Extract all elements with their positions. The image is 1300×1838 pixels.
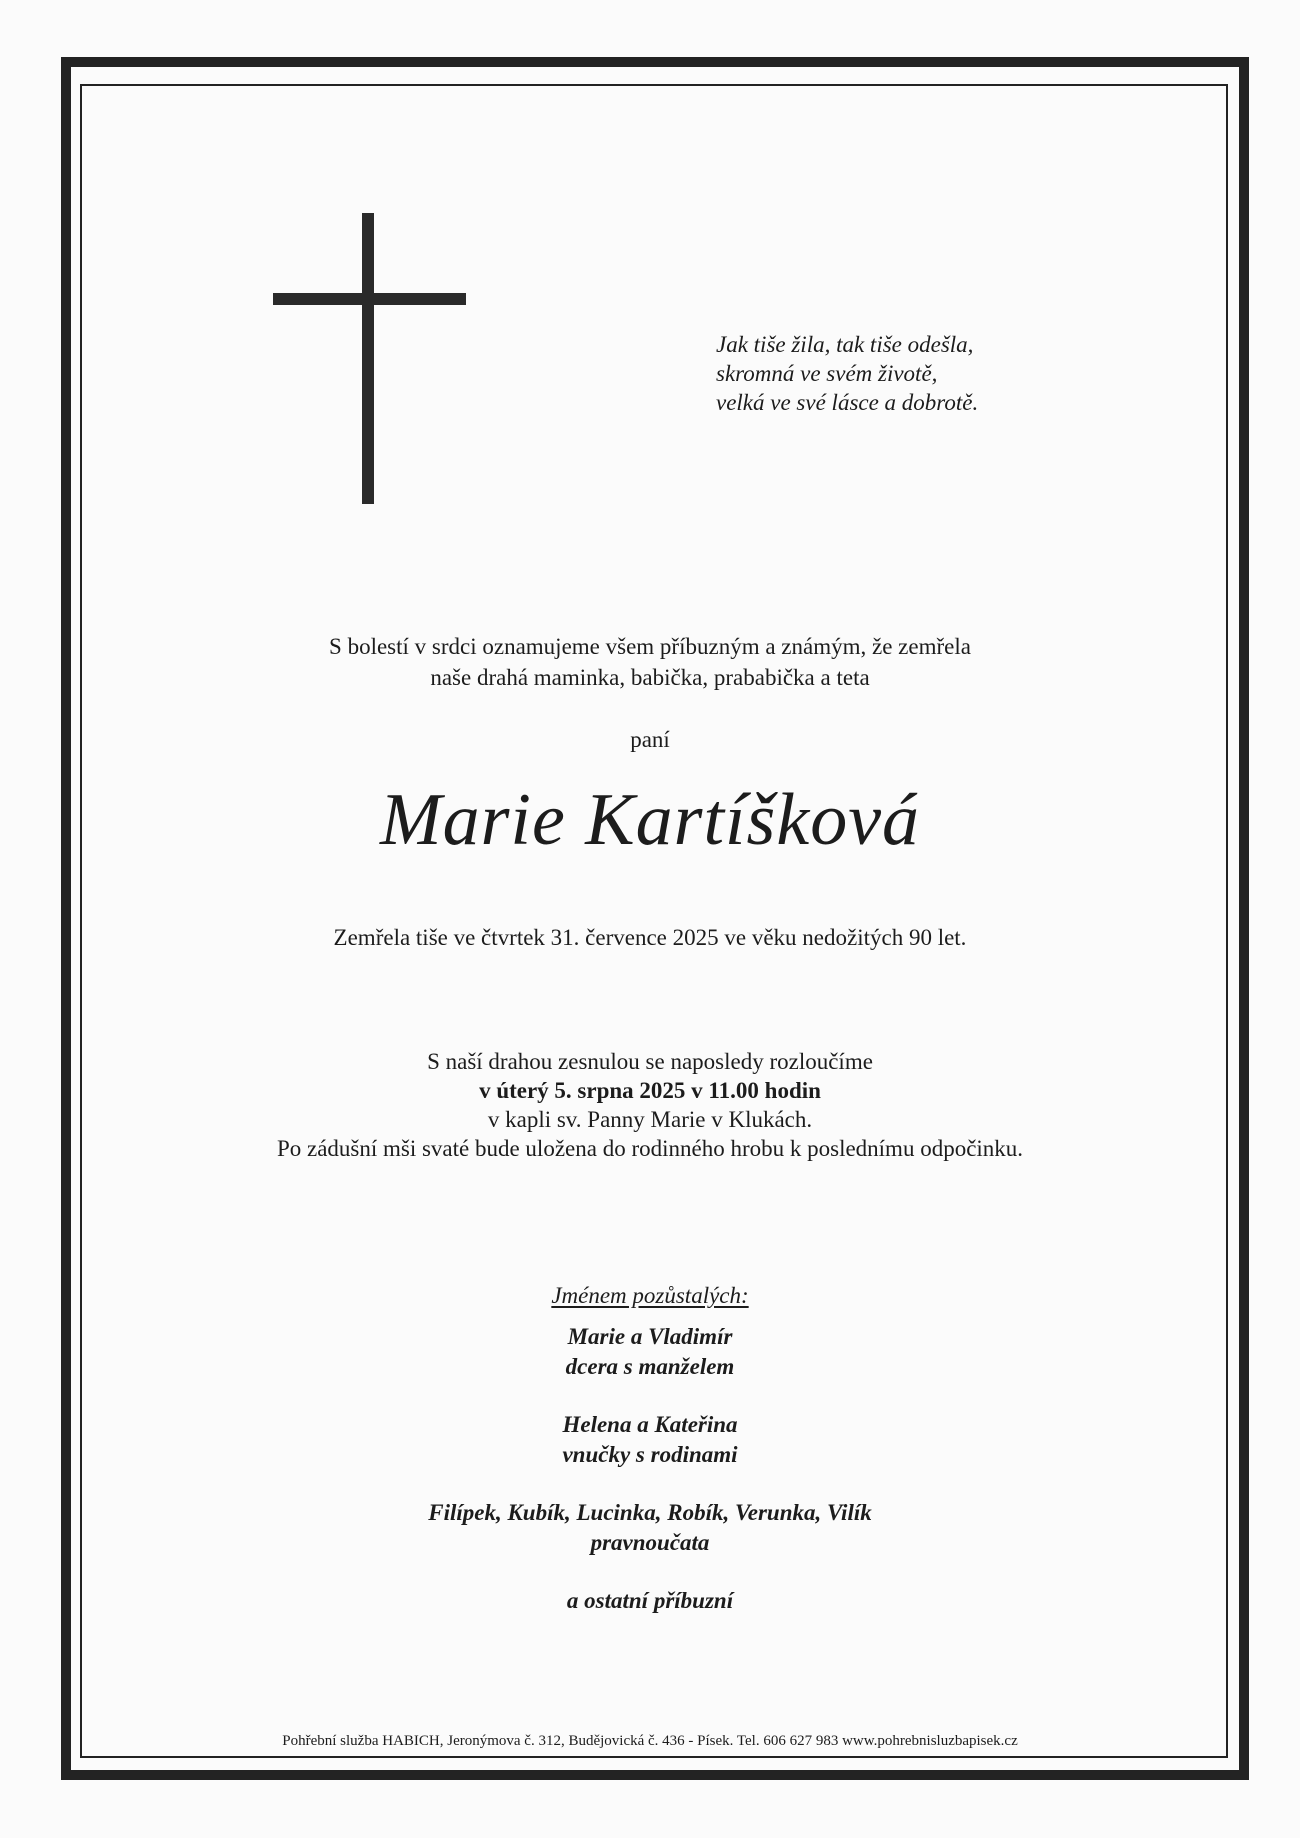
cross-horizontal-bar [273, 293, 466, 305]
mourner-relation: vnučky s rodinami [562, 1442, 738, 1467]
ceremony-place: v kapli sv. Panny Marie v Klukách. [487, 1107, 813, 1132]
mourners-others: a ostatní příbuzní [566, 1588, 734, 1613]
memorial-motto [716, 330, 1136, 417]
funeral-service-footer: Pohřební služba HABICH, Jeronýmova č. 312, Budějovická č. 436 - Písek. Tel. 606 627 983 www.pohrebnisluzbapisek.cz [282, 1733, 1018, 1749]
motto-line: skromná ve svém životě, [716, 361, 938, 386]
ceremony-date-time: v úterý 5. srpna 2025 v 11.00 hodin [479, 1078, 821, 1103]
mourner-names: Filípek, Kubík, Lucinka, Robík, Verunka, Vilík [428, 1500, 872, 1525]
mourner-names: Helena a Kateřina [562, 1412, 738, 1437]
mourners-section [0, 1281, 1300, 1644]
mourner-group [0, 1498, 1300, 1558]
ceremony-burial: Po zádušní mši svaté bude uložena do rodinného hrobu k poslednímu odpočinku. [276, 1136, 1024, 1161]
ceremony-intro: S naší drahou zesnulou se naposledy rozloučíme [427, 1049, 873, 1074]
mourner-relation: dcera s manželem [565, 1354, 735, 1379]
announcement-line: S bolestí v srdci oznamujeme všem příbuzným a známým, že zemřela [329, 634, 971, 659]
mourner-group [0, 1322, 1300, 1382]
mourners-heading: Jménem pozůstalých: [551, 1283, 749, 1308]
motto-line: Jak tiše žila, tak tiše odešla, [716, 332, 974, 357]
funeral-ceremony-info [0, 1047, 1300, 1163]
mourner-group [0, 1410, 1300, 1470]
mourner-names: Marie a Vladimír [567, 1324, 733, 1349]
cross-vertical-bar [362, 213, 374, 504]
motto-line: velká ve své lásce a dobrotě. [716, 390, 979, 415]
announcement-line: naše drahá maminka, babička, prababička a teta [430, 665, 870, 690]
death-announcement [0, 631, 1300, 693]
mourner-relation: pravnoučata [590, 1530, 710, 1555]
deceased-name: Marie Kartíšková [379, 779, 921, 861]
honorific: paní [630, 727, 670, 752]
death-info: Zemřela tiše ve čtvrtek 31. července 2025 ve věku nedožitých 90 let. [333, 925, 967, 950]
